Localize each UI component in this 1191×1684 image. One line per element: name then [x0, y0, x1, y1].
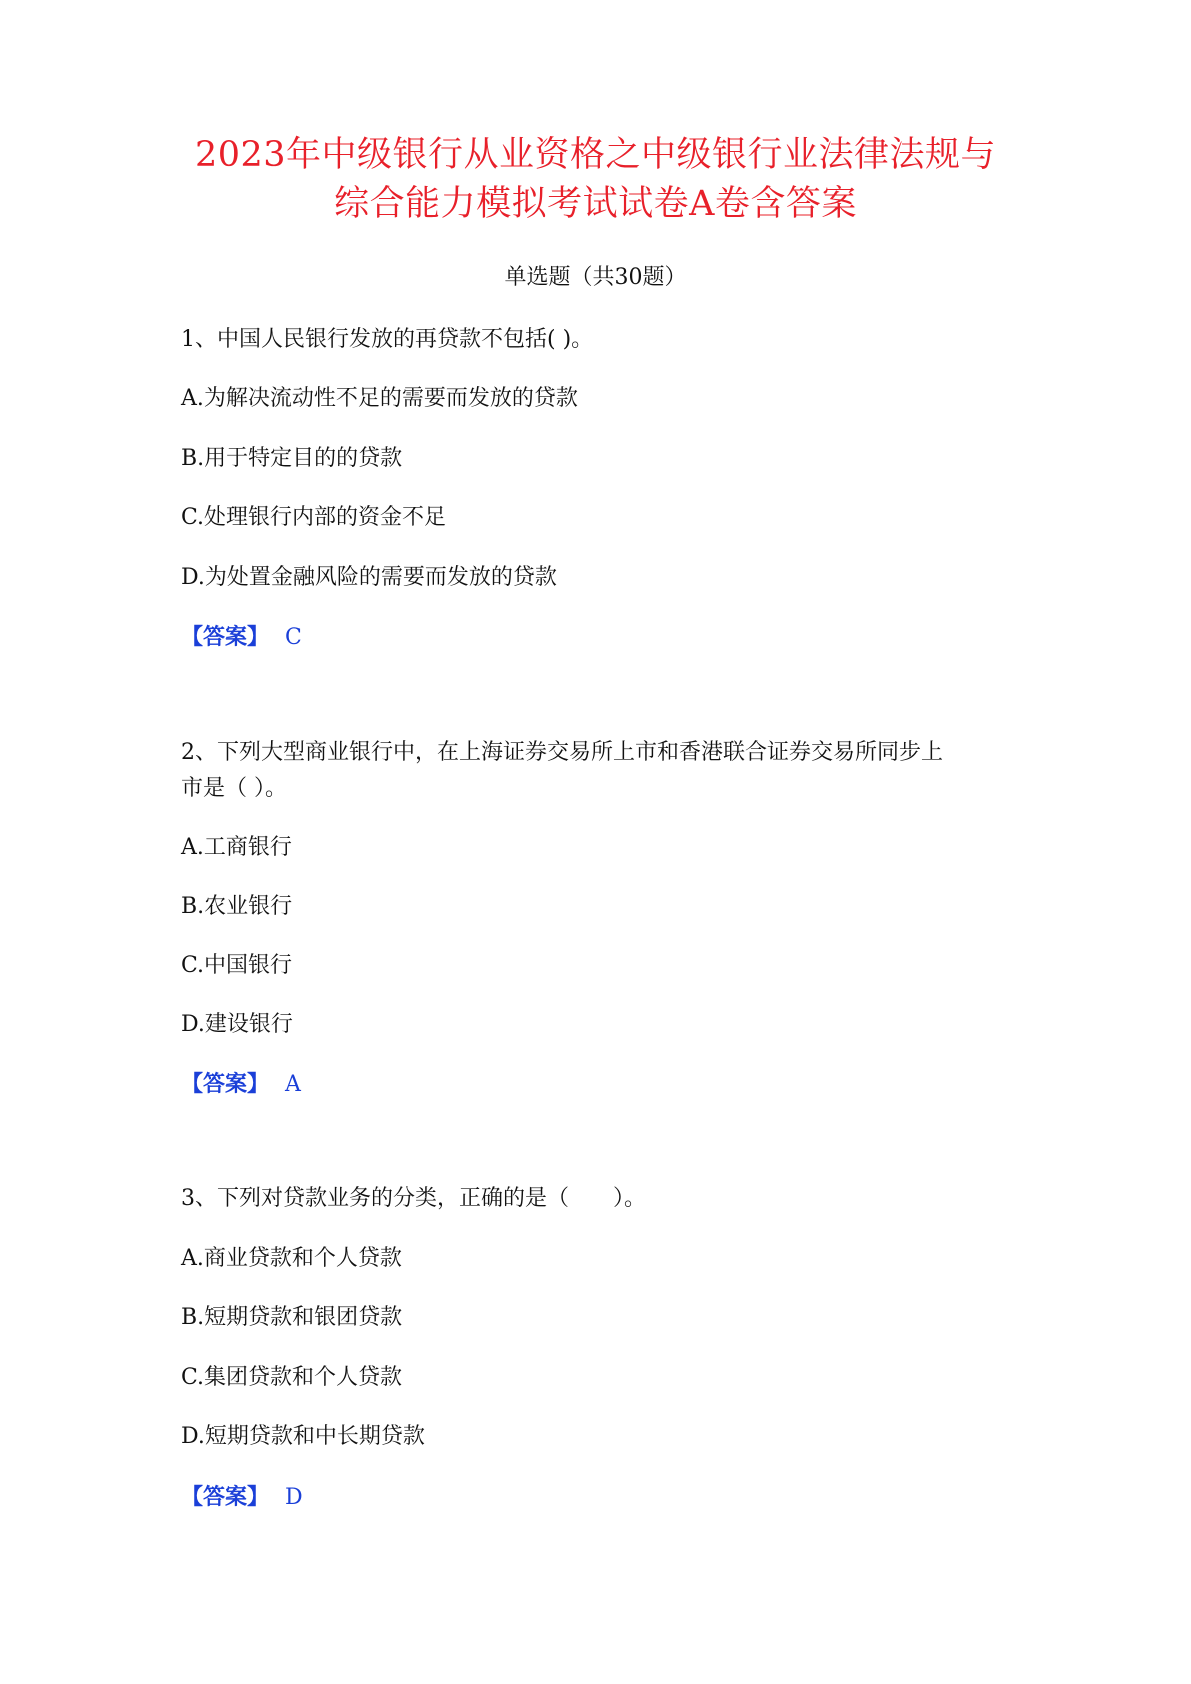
question-1-answer	[181, 619, 1041, 656]
question-2-option-b: B.农业银行	[181, 894, 293, 919]
question-3-stem: 3、下列对贷款业务的分类，正确的是（ ）。	[181, 1186, 646, 1211]
question-1-option-b: B.用于特定目的的贷款	[181, 446, 403, 471]
question-2-stem-line-1: 2、下列大型商业银行中，在上海证券交易所上市和香港联合证券交易所同步上	[181, 740, 943, 765]
question-3-answer	[181, 1479, 1041, 1516]
question-1-option-a: A.为解决流动性不足的需要而发放的贷款	[181, 386, 578, 411]
document-title-line-1: 2023年中级银行从业资格之中级银行业法律法规与	[194, 135, 997, 175]
answer-value: C	[285, 625, 302, 650]
question-2-option-d: D.建设银行	[181, 1012, 293, 1037]
question-2-option-a: A.工商银行	[181, 835, 292, 860]
question-3-option-a: A.商业贷款和个人贷款	[181, 1246, 402, 1271]
answer-value: D	[285, 1485, 303, 1510]
question-2-option-c: C.中国银行	[181, 953, 293, 978]
question-1-stem: 1、中国人民银行发放的再贷款不包括( )。	[181, 327, 594, 352]
question-3-option-c: C.集团贷款和个人贷款	[181, 1365, 403, 1390]
question-1-option-d: D.为处置金融风险的需要而发放的贷款	[181, 565, 557, 590]
section-heading: 单选题（共30题）	[504, 265, 687, 290]
question-3-option-d: D.短期贷款和中长期贷款	[181, 1424, 425, 1449]
question-3-option-b: B.短期贷款和银团贷款	[181, 1305, 403, 1330]
answer-label: 【答案】	[181, 1071, 270, 1097]
answer-value: A	[285, 1072, 301, 1097]
question-2-stem-line-2: 市是（ ）。	[181, 776, 287, 801]
answer-label: 【答案】	[181, 624, 270, 650]
document-title-line-2: 综合能力模拟考试试卷A卷含答案	[334, 184, 857, 224]
answer-label: 【答案】	[181, 1484, 270, 1510]
question-1-option-c: C.处理银行内部的资金不足	[181, 505, 447, 530]
question-2-answer	[181, 1066, 1041, 1103]
